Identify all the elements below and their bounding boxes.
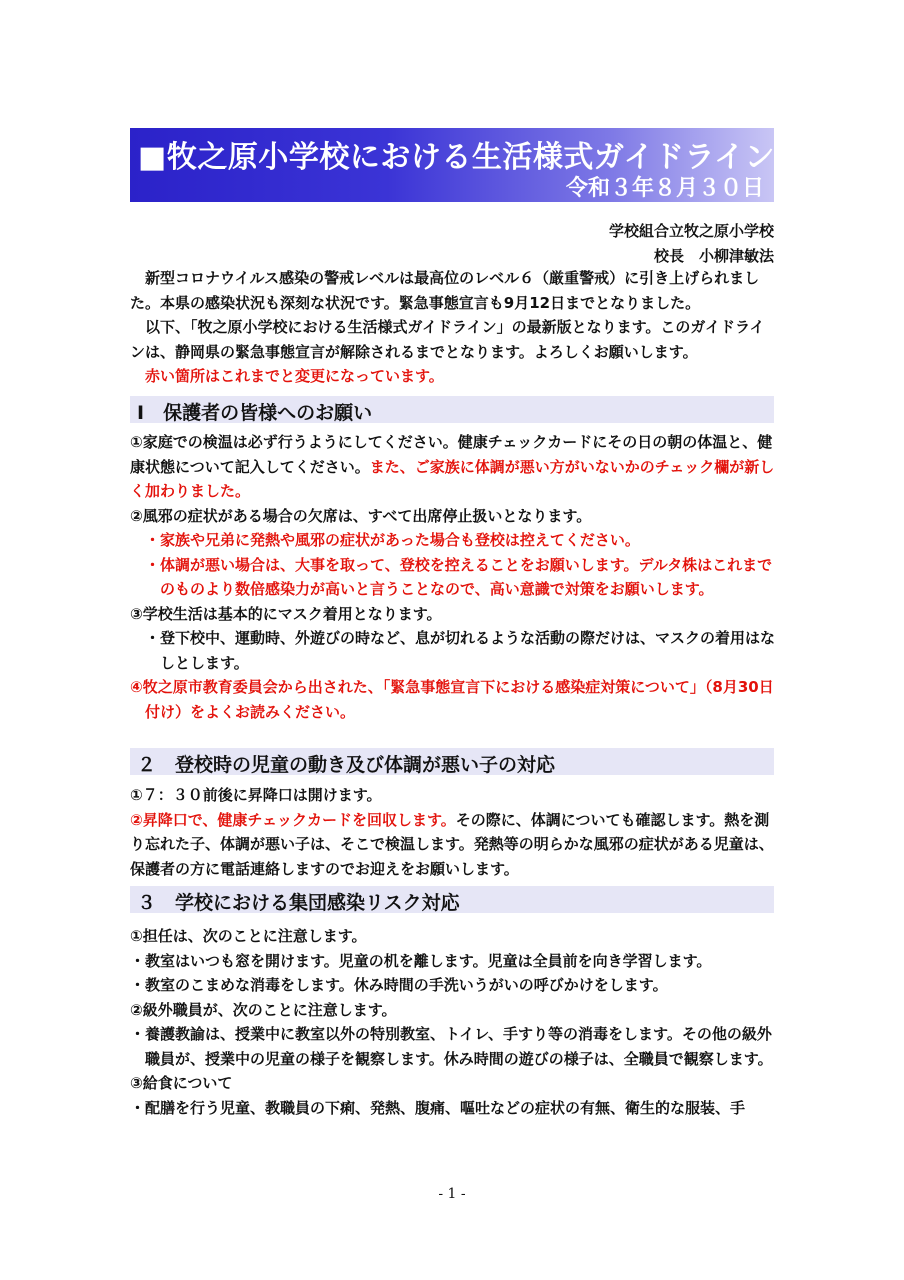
change-note: 赤い箇所はこれまでと変更になっています。 bbox=[145, 367, 444, 385]
section-1-item-4: ④牧之原市教育委員会から出された、「緊急事態宣言下における感染症対策について」（8月30日付け）をよくお読みください。 bbox=[130, 678, 774, 721]
section-1-item-2: ②風邪の症状がある場合の欠席は、すべて出席停止扱いとなります。 bbox=[130, 506, 592, 525]
section-1-item-1 bbox=[130, 430, 776, 504]
section-2-body bbox=[130, 783, 776, 881]
section-3-item-2-sub-1: ・養護教諭は、授業中に教室以外の特別教室、トイレ、手すり等の消毒をします。その他の級外職員が、授業中の児童の様子を観察します。休み時間の遊びの様子は、全職員で観察します。 bbox=[130, 1025, 773, 1068]
section-2-item-2 bbox=[130, 808, 776, 882]
section-3-body bbox=[130, 924, 776, 1120]
section-3-item-3: ③給食について bbox=[130, 1074, 233, 1092]
section-2-header bbox=[130, 748, 774, 775]
item-1-change: また、ご家族に体調が悪い方がいないかのチェック欄が新しく加わりました。 bbox=[130, 457, 775, 500]
section-1-header bbox=[130, 396, 774, 423]
principal-name: 校長 小柳津敏法 bbox=[653, 247, 774, 265]
section-3-item-1: ①担任は、次のことに注意します。 bbox=[130, 927, 367, 945]
page-number: - 1 - bbox=[438, 1186, 466, 1202]
section-3-item-2: ②級外職員が、次のことに注意します。 bbox=[130, 1000, 397, 1019]
section-3-header bbox=[130, 886, 774, 913]
document-title: ■牧之原小学校における生活様式ガイドライン bbox=[138, 140, 776, 175]
item-2-change: ②昇降口で、健康チェックカードを回収します。 bbox=[130, 810, 456, 829]
section-1-item-3: ③学校生活は基本的にマスク着用となります。 bbox=[130, 604, 442, 623]
document-date: 令和３年８月３０日 bbox=[565, 176, 764, 201]
title-banner bbox=[130, 128, 774, 202]
section-3-item-1-sub-1: ・教室はいつも窓を開けます。児童の机を離します。児童は全員前を向き学習します。 bbox=[130, 951, 712, 970]
intro-paragraph-2: 以下、「牧之原小学校における生活様式ガイドライン」の最新版となります。このガイドラインは、静岡県の緊急事態宣言が解除されるまでとなります。よろしくお願いします。 bbox=[130, 318, 765, 361]
section-2-item-1: ①７：３０前後に昇降口は開けます。 bbox=[130, 786, 382, 804]
item-2-text: その際に、体調についても確認します。熱を測り忘れた子、体調が悪い子は、そこで検温します。発熱等の明らかな風邪の症状がある児童は、保護者の方に電話連絡しますのでお迎えをお願いします。 bbox=[130, 810, 774, 878]
intro-paragraph-1: 新型コロナウイルス感染の警戒レベルは最高位のレベル６（厳重警戒）に引き上げられました。本県の感染状況も深刻な状況です。緊急事態宣言も9月12日までとなりました。 bbox=[130, 269, 760, 312]
section-1-item-3-sub-1: ・登下校中、運動時、外遊びの時など、息が切れるような活動の際だけは、マスクの着用はなしとします。 bbox=[145, 629, 776, 672]
section-3-item-3-sub-1: ・配膳を行う児童、教職員の下痢、発熱、腹痛、嘔吐などの症状の有無、衛生的な服装、手 bbox=[130, 1098, 746, 1117]
section-1-body bbox=[130, 430, 776, 724]
section-1-item-2-sub-1: ・家族や兄弟に発熱や風邪の症状があった場合も登校は控えてください。 bbox=[145, 531, 640, 549]
section-2-title: ２ 登校時の児童の動き及び体調が悪い子の対応 bbox=[137, 754, 556, 776]
section-3-item-1-sub-2: ・教室のこまめな消毒をします。休み時間の手洗いうがいの呼びかけをします。 bbox=[130, 976, 668, 994]
item-1-text: ①家庭での検温は必ず行うようにしてください。健康チェックカードにその日の朝の体温と、健康状態について記入してください。 bbox=[130, 433, 773, 476]
section-3-title: ３ 学校における集団感染リスク対応 bbox=[137, 892, 460, 914]
school-name: 学校組合立牧之原小学校 bbox=[608, 222, 774, 240]
section-1-item-2-sub-2: ・体調が悪い場合は、大事を取って、登校を控えることをお願いします。デルタ株はこれまでのものより数倍感染力が高いと言うことなので、高い意識で対策をお願いします。 bbox=[145, 555, 773, 598]
section-1-title: Ⅰ 保護者の皆様へのお願い bbox=[137, 402, 373, 424]
intro-block bbox=[130, 266, 776, 389]
